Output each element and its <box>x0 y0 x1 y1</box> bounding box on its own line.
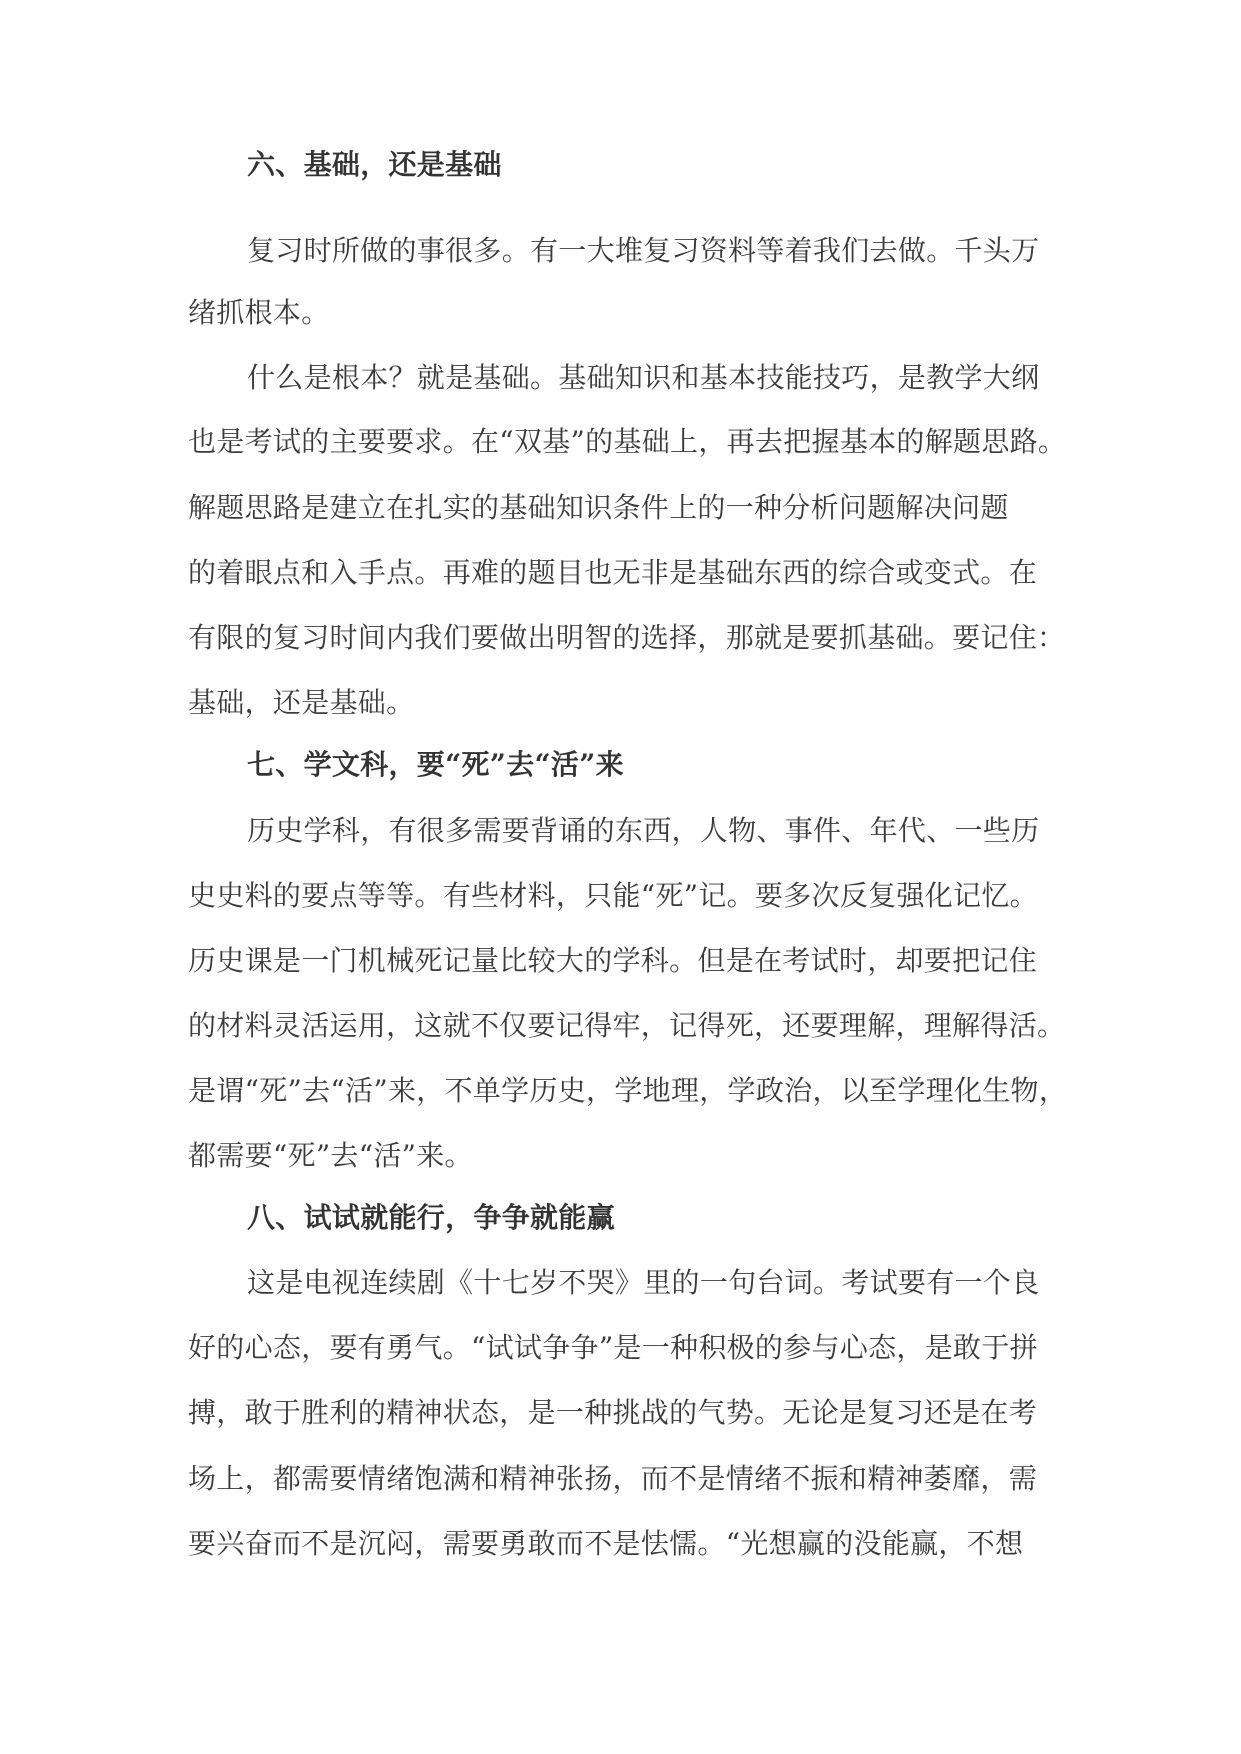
paragraph-line: 的着眼点和入手点。再难的题目也无非是基础东西的综合或变式。在 <box>188 556 1038 589</box>
paragraph-line: 历史学科，有很多需要背诵的东西，人物、事件、年代、一些历 <box>247 814 1040 847</box>
paragraph-line: 也是考试的主要要求。在“双基”的基础上，再去把握基本的解题思路。 <box>188 425 1067 458</box>
paragraph-line: 搏，敢于胜利的精神状态，是一种挑战的气势。无论是复习还是在考 <box>188 1396 1038 1429</box>
paragraph-line: 什么是根本？就是基础。基础知识和基本技能技巧，是教学大纲 <box>247 361 1040 394</box>
paragraph-line: 好的心态，要有勇气。“试试争争”是一种积极的参与心态，是敢于拼 <box>188 1331 1038 1364</box>
paragraph-line: 绪抓根本。 <box>188 296 330 329</box>
paragraph-line: 史史料的要点等等。有些材料，只能“死”记。要多次反复强化记忆。 <box>188 879 1038 912</box>
paragraph-line: 历史课是一门机械死记量比较大的学科。但是在考试时，却要把记住 <box>188 944 1038 977</box>
section-heading-8: 八、试试就能行，争争就能赢 <box>247 1201 615 1234</box>
paragraph-line: 都需要“死”去“活”来。 <box>188 1139 473 1172</box>
paragraph-line: 复习时所做的事很多。有一大堆复习资料等着我们去做。千头万 <box>247 234 1040 267</box>
paragraph-line: 的材料灵活运用，这就不仅要记得牢，记得死，还要理解，理解得活。 <box>188 1009 1066 1042</box>
paragraph-line: 这是电视连续剧《十七岁不哭》里的一句台词。考试要有一个良 <box>247 1266 1040 1299</box>
paragraph-line: 基础，还是基础。 <box>188 686 415 719</box>
section-heading-6: 六、基础，还是基础 <box>247 148 502 181</box>
paragraph-line: 要兴奋而不是沉闷，需要勇敢而不是怯懦。“光想赢的没能赢，不想 <box>188 1527 1024 1560</box>
paragraph-line: 解题思路是建立在扎实的基础知识条件上的一种分析问题解决问题 <box>188 491 1009 524</box>
paragraph-line: 场上，都需要情绪饱满和精神张扬，而不是情绪不振和精神萎靡，需 <box>188 1462 1038 1495</box>
paragraph-line: 有限的复习时间内我们要做出明智的选择，那就是要抓基础。要记住： <box>188 621 1066 654</box>
section-heading-7: 七、学文科，要“死”去“活”来 <box>247 748 624 781</box>
paragraph-line: 是谓“死”去“活”来，不单学历史，学地理，学政治，以至学理化生物， <box>188 1074 1068 1107</box>
